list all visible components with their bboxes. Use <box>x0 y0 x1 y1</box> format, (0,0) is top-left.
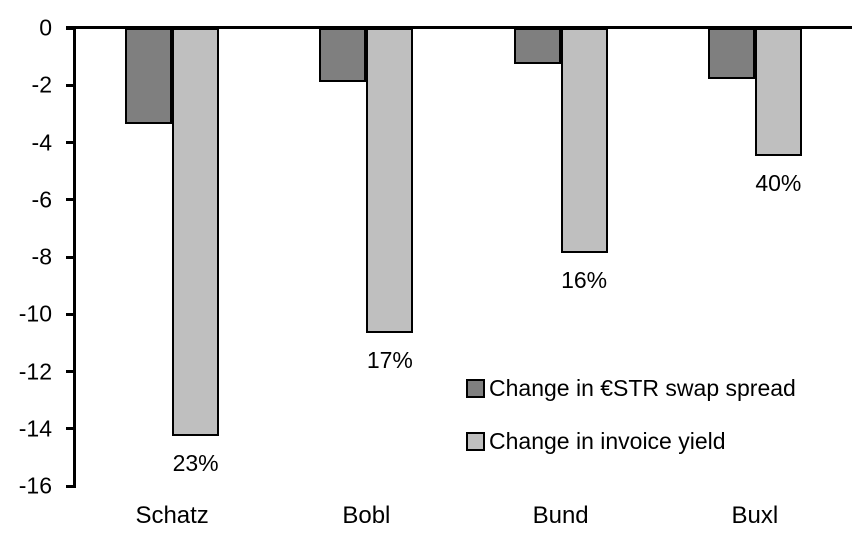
y-axis-line <box>73 28 76 488</box>
bar-value-label: 17% <box>366 347 413 374</box>
bar <box>172 28 219 436</box>
y-tick-label: -2 <box>31 71 52 98</box>
y-tick-label: -12 <box>18 358 52 384</box>
x-axis-label: Bobl <box>342 502 391 529</box>
bar-value-label: 16% <box>561 267 608 294</box>
y-tick-label: -6 <box>31 186 52 213</box>
x-axis-label: Buxl <box>731 502 779 529</box>
y-tick-label: -4 <box>31 129 52 155</box>
bar-value-label: 40% <box>755 169 802 196</box>
y-tick-label: -14 <box>18 415 52 442</box>
legend-label-invoice-yield: Change in invoice yield <box>489 428 726 454</box>
bar <box>366 28 413 333</box>
bar <box>708 28 755 79</box>
bar-value-label: 23% <box>172 450 219 477</box>
y-tick-label: -16 <box>18 472 52 499</box>
bar <box>514 28 561 64</box>
legend-item-estr-swap-spread <box>466 377 796 400</box>
bar <box>755 28 802 156</box>
x-axis-label: Bund <box>532 502 589 529</box>
legend-item-invoice-yield <box>466 430 726 453</box>
legend-label-estr-swap-spread: Change in €STR swap spread <box>489 375 796 401</box>
legend-swatch-invoice-yield <box>466 432 485 451</box>
y-tick-label: -8 <box>31 243 52 270</box>
y-tick-label: 0 <box>39 14 52 41</box>
y-tick-label: -10 <box>18 300 52 327</box>
x-axis-label: Schatz <box>135 502 209 529</box>
bar <box>561 28 608 253</box>
bar <box>319 28 366 82</box>
legend-swatch-estr-swap-spread <box>466 379 485 398</box>
bar <box>125 28 172 124</box>
